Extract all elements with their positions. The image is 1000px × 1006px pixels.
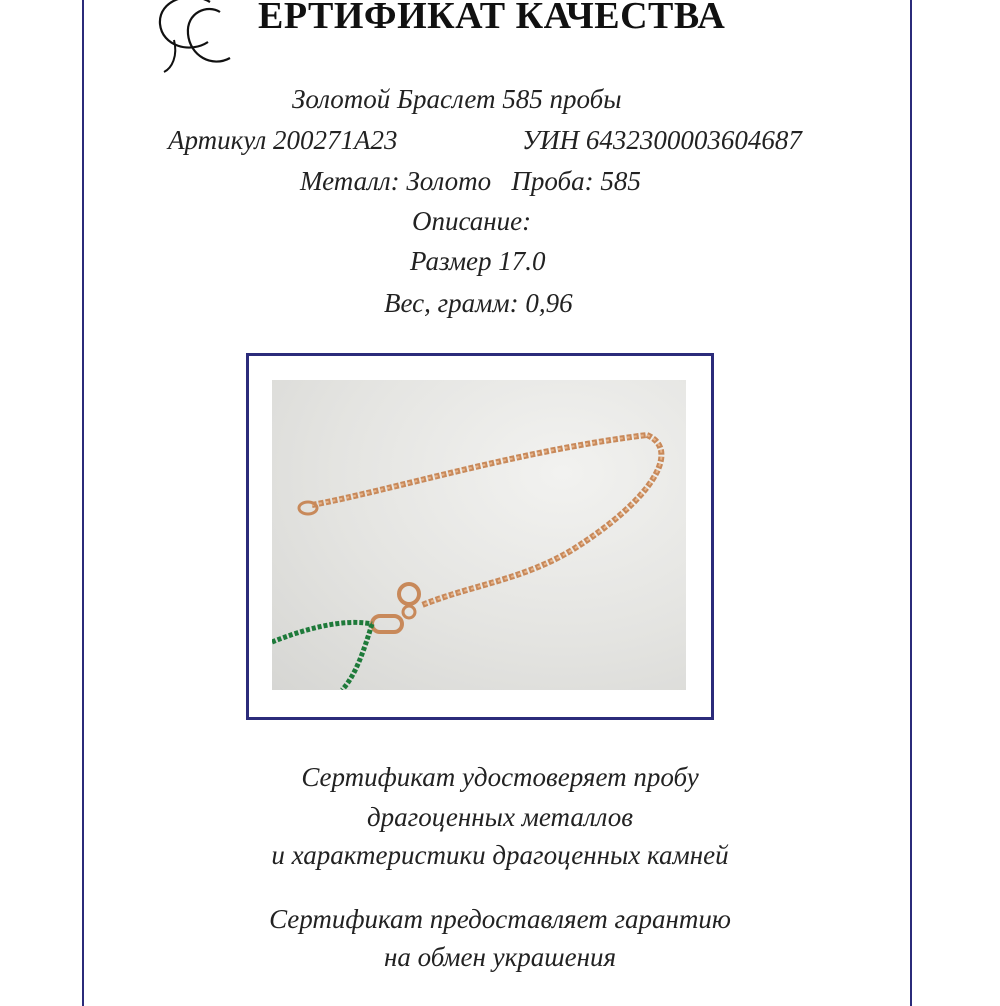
monogram-logo xyxy=(150,0,240,74)
article-number: Артикул 200271А23 xyxy=(168,125,398,155)
bracelet-photo xyxy=(272,380,686,690)
size-value: Размер 17.0 xyxy=(410,246,546,276)
guarantee-line-1: Сертификат предоставляет гарантию xyxy=(269,904,731,934)
product-name: Золотой Браслет 585 пробы xyxy=(292,84,622,114)
weight-value: Вес, грамм: 0,96 xyxy=(384,288,573,318)
certificate-title: ЕРТИФИКАТ КАЧЕСТВА xyxy=(258,0,726,37)
certifies-line-1: Сертификат удостоверяет пробу xyxy=(301,762,699,792)
guarantee-line-2: на обмен украшения xyxy=(383,942,617,972)
uin-number: УИН 6432300003604687 xyxy=(522,125,802,155)
description-label: Описание: xyxy=(412,206,532,236)
metal-assay: Металл: Золото Проба: 585 xyxy=(300,166,641,196)
certifies-line-3: и характеристики драгоценных камней xyxy=(271,840,729,870)
certifies-line-2: драгоценных металлов xyxy=(367,802,633,832)
